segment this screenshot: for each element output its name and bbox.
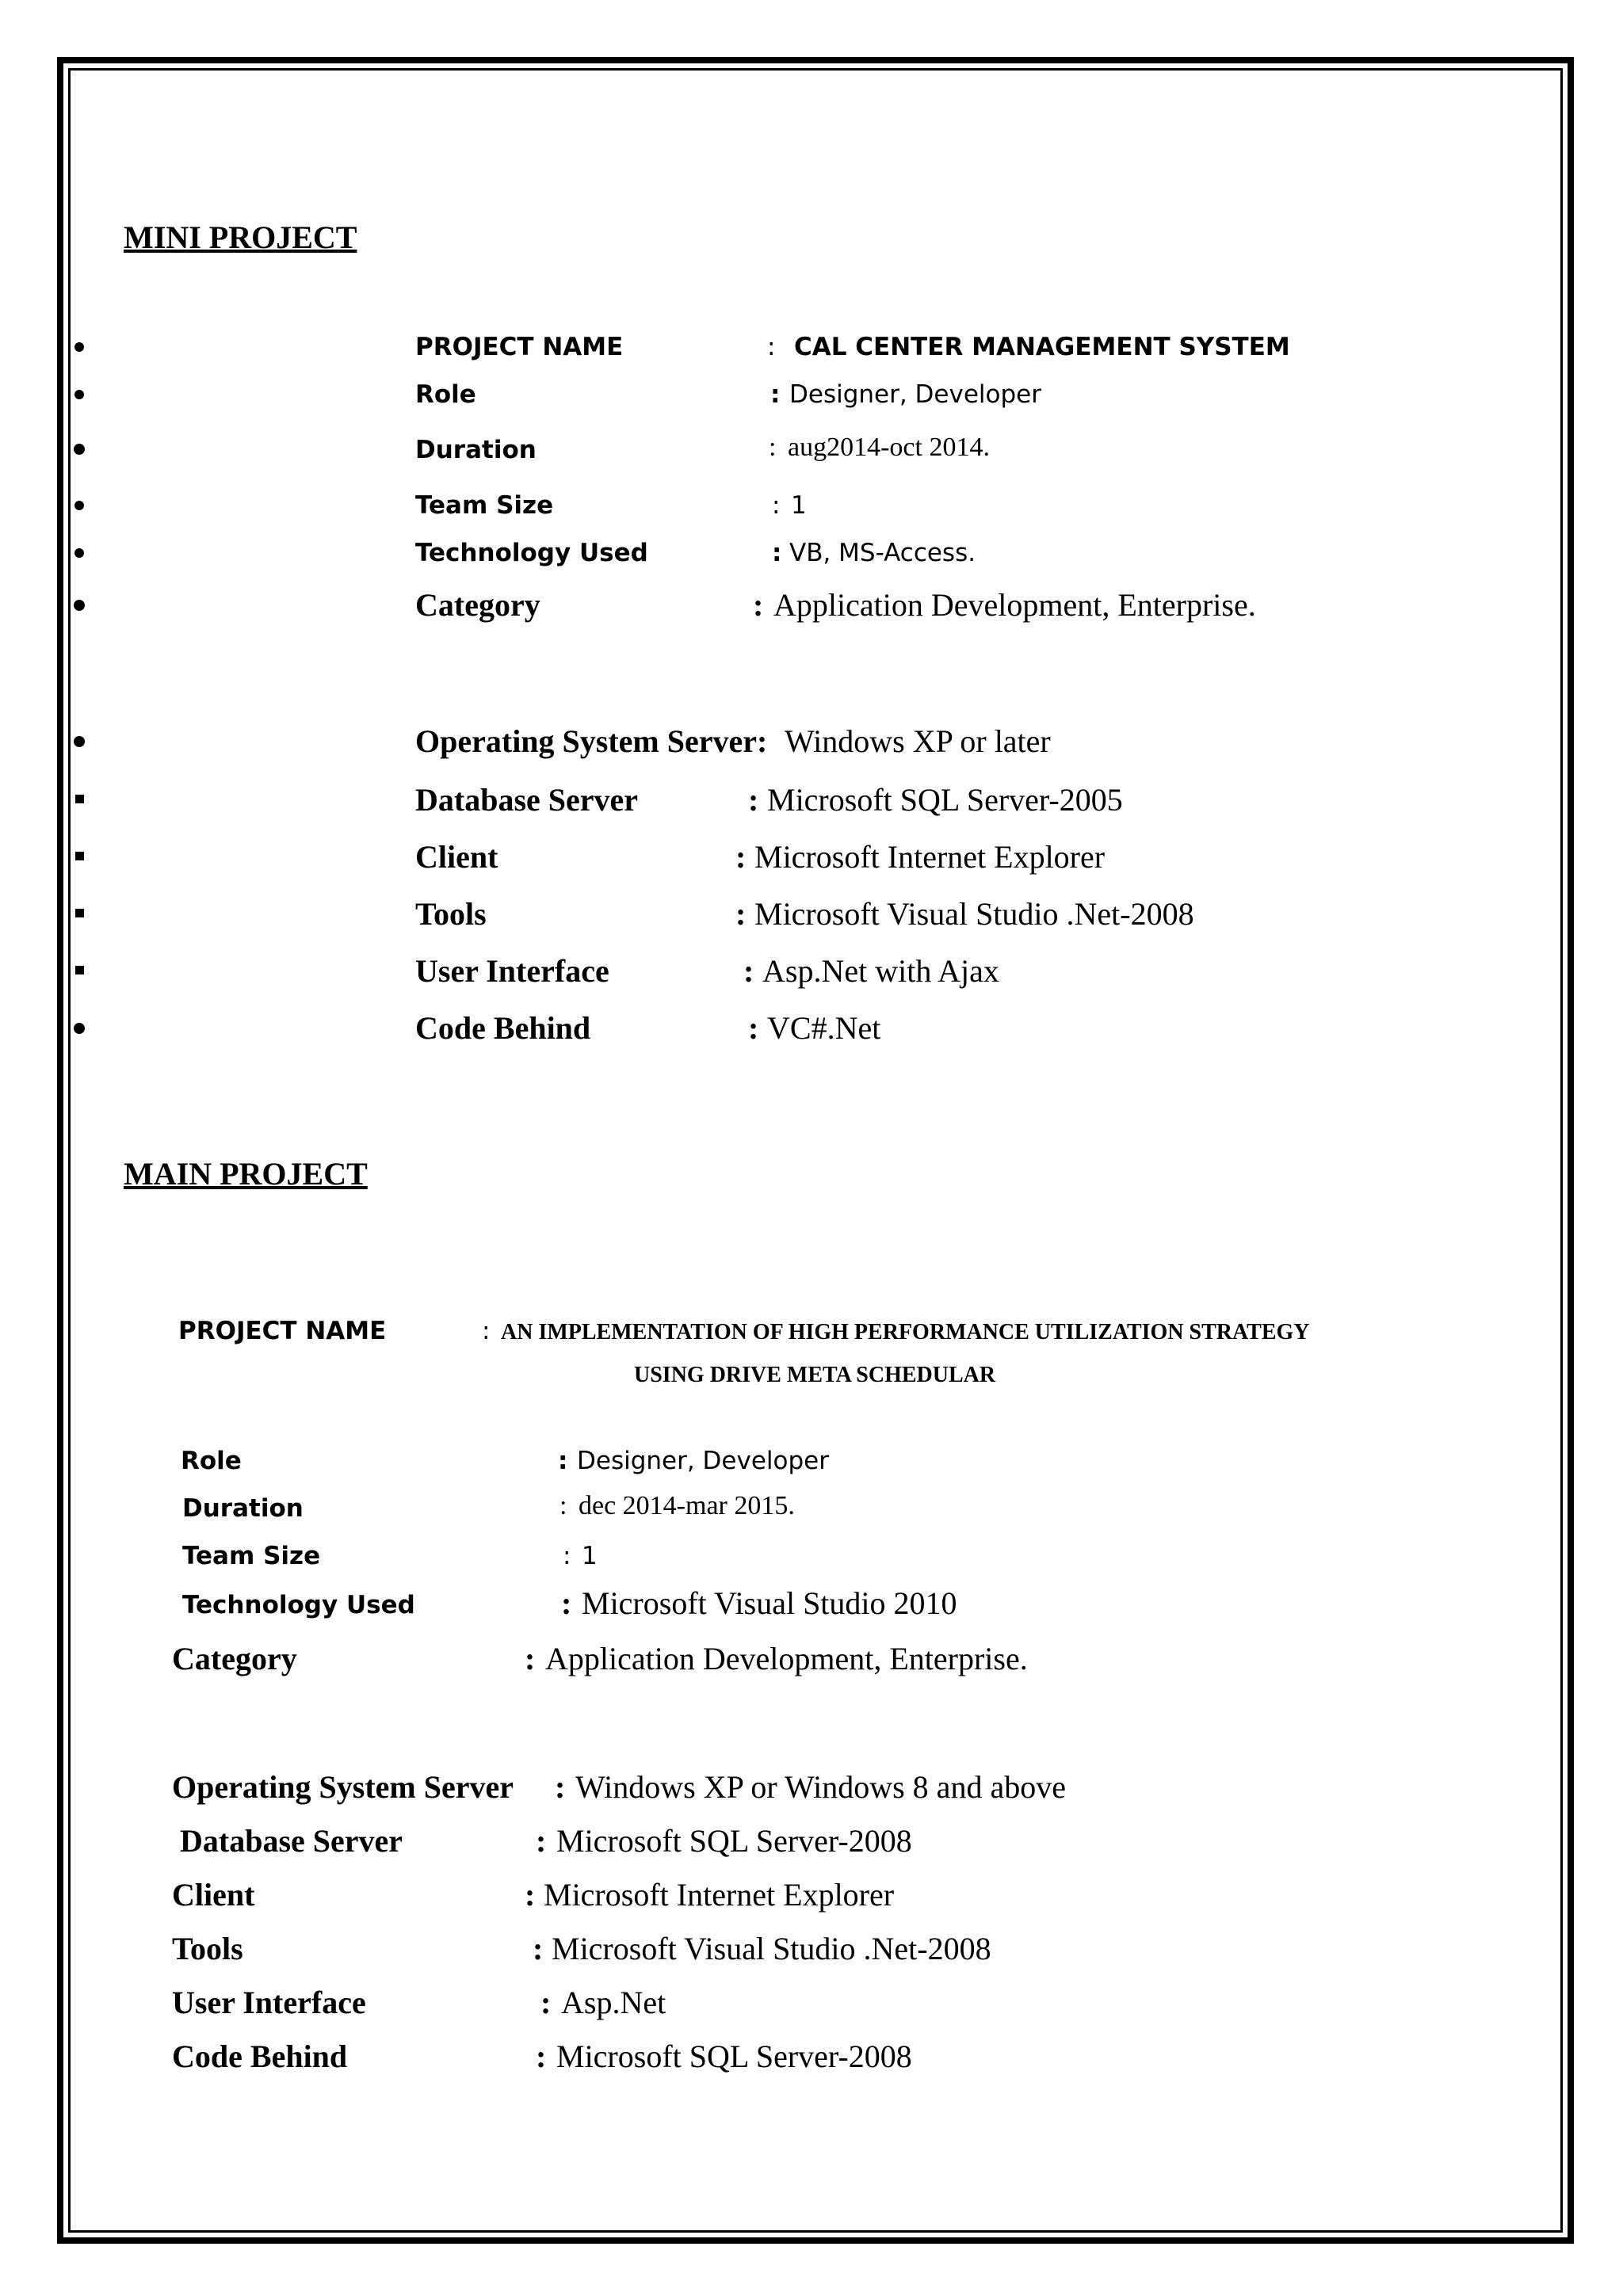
- bullet-icon: [74, 342, 84, 352]
- row-value: Windows XP or later: [785, 723, 1051, 759]
- row-value: Microsoft Visual Studio 2010: [582, 1585, 957, 1621]
- row-label: PROJECT NAME: [178, 1317, 387, 1345]
- row-label: Category: [172, 1641, 297, 1676]
- row-colon: :: [559, 1491, 567, 1520]
- bullet-square-icon: [75, 909, 84, 917]
- row-colon: :: [533, 1931, 544, 1966]
- row-colon: :: [536, 2039, 547, 2074]
- bullet-square-icon: [75, 852, 84, 860]
- row-value: VB, MS-Access.: [789, 539, 976, 567]
- bullet-icon: [74, 1023, 85, 1034]
- bullet-square-icon: [75, 795, 84, 803]
- row-value: CAL CENTER MANAGEMENT SYSTEM: [794, 333, 1290, 361]
- bullet-icon: [74, 444, 85, 455]
- row-value: Microsoft SQL Server-2005: [767, 782, 1123, 818]
- row-value: Windows XP or Windows 8 and above: [575, 1769, 1066, 1805]
- row-value: Microsoft Internet Explorer: [754, 839, 1106, 875]
- row-colon: :: [540, 1985, 552, 2020]
- row-colon: :: [525, 1877, 536, 1913]
- row-label: PROJECT NAME: [415, 333, 624, 361]
- row-value: aug2014-oct 2014.: [788, 433, 990, 462]
- row-label: Technology Used: [415, 539, 648, 567]
- row-label: Client: [415, 839, 498, 875]
- row-label: Code Behind: [172, 2039, 348, 2074]
- row-colon: :: [767, 333, 776, 361]
- row-label: Technology Used: [182, 1591, 415, 1619]
- row-colon: :: [748, 1010, 759, 1046]
- row-colon: :: [753, 587, 764, 623]
- row-value: Microsoft Visual Studio .Net-2008: [754, 896, 1194, 932]
- row-colon: :: [525, 1641, 536, 1676]
- row-label: Role: [415, 380, 476, 409]
- row-colon: :: [770, 380, 781, 409]
- row-value: Application Development, Enterprise.: [545, 1641, 1028, 1676]
- row-value: Microsoft SQL Server-2008: [556, 1823, 912, 1859]
- main-project-name-line-1: AN IMPLEMENTATION OF HIGH PERFORMANCE UTILIZATION STRATEGY: [501, 1320, 1310, 1344]
- row-colon: :: [482, 1317, 491, 1345]
- row-value: 1: [582, 1542, 598, 1570]
- bullet-icon: [74, 548, 84, 558]
- row-value: Microsoft Visual Studio .Net-2008: [552, 1931, 991, 1966]
- row-value: Designer, Developer: [789, 380, 1041, 409]
- row-label: Tools: [172, 1931, 243, 1966]
- row-label: Operating System Server: [172, 1769, 514, 1805]
- row-label: Duration: [182, 1494, 304, 1523]
- row-value: Microsoft SQL Server-2008: [556, 2039, 912, 2074]
- row-colon: :: [536, 1823, 547, 1859]
- row-value: dec 2014-mar 2015.: [579, 1491, 795, 1520]
- row-label: Team Size: [182, 1542, 321, 1570]
- bullet-icon: [74, 390, 84, 399]
- row-colon: :: [563, 1542, 571, 1570]
- row-label: Database Server: [415, 782, 639, 818]
- row-value: 1: [791, 491, 807, 520]
- row-label: User Interface: [172, 1985, 366, 2020]
- row-value: Asp.Net: [561, 1985, 666, 2020]
- row-label: Duration: [415, 436, 537, 464]
- row-label: Client: [172, 1877, 255, 1913]
- row-colon: :: [769, 433, 777, 462]
- row-value: Designer, Developer: [577, 1447, 829, 1475]
- row-label: User Interface: [415, 953, 609, 989]
- row-label: Role: [181, 1447, 242, 1475]
- bullet-icon: [74, 501, 84, 510]
- mini-project-heading: MINI PROJECT: [124, 219, 357, 255]
- row-colon: :: [772, 539, 782, 567]
- row-label: Operating System Server:: [415, 723, 768, 759]
- bullet-icon: [74, 600, 85, 611]
- main-project-heading: MAIN PROJECT: [124, 1156, 368, 1192]
- row-label: Tools: [415, 896, 487, 932]
- row-colon: :: [743, 953, 754, 989]
- row-colon: :: [555, 1769, 566, 1805]
- row-value: Microsoft Internet Explorer: [544, 1877, 895, 1913]
- row-colon: :: [558, 1447, 568, 1475]
- row-colon: :: [735, 896, 747, 932]
- row-value: Asp.Net with Ajax: [762, 953, 999, 989]
- row-colon: :: [561, 1585, 572, 1621]
- row-label: Database Server: [180, 1823, 403, 1859]
- row-label: Team Size: [415, 491, 554, 520]
- row-value: Application Development, Enterprise.: [773, 587, 1256, 623]
- bullet-square-icon: [75, 966, 84, 974]
- row-colon: :: [772, 491, 781, 520]
- main-project-name-line-2: USING DRIVE META SCHEDULAR: [634, 1363, 996, 1387]
- row-colon: :: [735, 839, 747, 875]
- row-colon: :: [748, 782, 759, 818]
- row-label: Code Behind: [415, 1010, 591, 1046]
- row-label: Category: [415, 587, 540, 623]
- bullet-icon: [74, 736, 85, 747]
- row-value: VC#.Net: [767, 1010, 881, 1046]
